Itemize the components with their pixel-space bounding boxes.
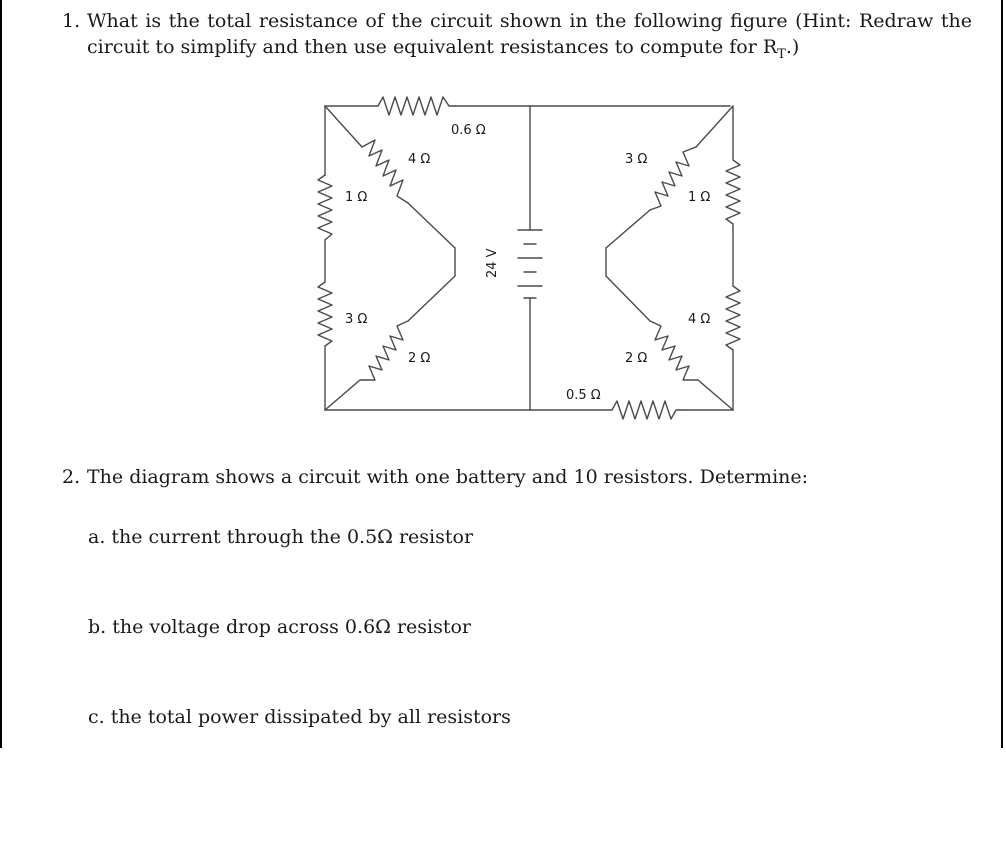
- label-left-2-ohm: 2 Ω: [408, 351, 431, 366]
- question-1: [62, 8, 972, 68]
- resistor-right-2-ohm: [650, 321, 698, 380]
- question-1-subscript: T: [777, 46, 786, 62]
- page-border-left: [0, 0, 2, 748]
- question-2-part-c: [88, 704, 511, 730]
- wire-left-inner-lower: [408, 276, 455, 321]
- wire-left-diag-lower: [325, 380, 360, 410]
- page-border-right: [1001, 0, 1003, 748]
- part-a-text: the current through the 0.5Ω resistor: [111, 526, 474, 548]
- resistor-left-3-ohm: [318, 282, 332, 346]
- wire-left-diag-upper: [325, 106, 362, 147]
- resistor-left-4-ohm: [362, 140, 408, 203]
- label-right-4-ohm: 4 Ω: [688, 312, 711, 327]
- label-0-5-ohm: 0.5 Ω: [566, 388, 601, 403]
- part-b-text: the voltage drop across 0.6Ω resistor: [112, 616, 472, 638]
- part-b-letter: b.: [88, 616, 107, 638]
- question-1-text: [87, 8, 972, 68]
- label-battery-24v: 24 V: [485, 248, 500, 278]
- label-left-1-ohm: 1 Ω: [345, 190, 368, 205]
- question-1-text-main: What is the total resistance of the circuit shown in the following figure (Hint: Redraw the circuit to simplify and then use equivalent resistances to compute for R: [87, 10, 972, 58]
- wire-right-inner-upper: [606, 210, 650, 248]
- wire-right-inner-lower: [606, 276, 650, 321]
- resistor-right-4-ohm: [726, 286, 740, 350]
- question-1-text-end: .): [785, 36, 800, 58]
- part-a-letter: a.: [88, 526, 106, 548]
- wire-left-inner-upper: [408, 203, 455, 248]
- question-2-number: 2.: [62, 466, 81, 488]
- question-2-part-b: [88, 614, 471, 640]
- label-right-1-ohm: 1 Ω: [688, 190, 711, 205]
- resistor-0-6-ohm: [378, 97, 455, 115]
- resistor-0-5-ohm: [612, 401, 680, 419]
- resistor-right-1-ohm: [726, 160, 740, 224]
- label-left-4-ohm: 4 Ω: [408, 152, 431, 167]
- resistor-left-2-ohm: [360, 321, 408, 380]
- question-2: [62, 464, 972, 490]
- label-0-6-ohm: 0.6 Ω: [451, 123, 486, 138]
- label-right-3-ohm: 3 Ω: [625, 152, 648, 167]
- label-right-2-ohm: 2 Ω: [625, 351, 648, 366]
- question-2-part-a: [88, 524, 473, 550]
- label-left-3-ohm: 3 Ω: [345, 312, 368, 327]
- circuit-diagram: [300, 80, 770, 440]
- question-1-number: 1.: [62, 10, 81, 32]
- wire-right-diag-upper: [696, 106, 733, 147]
- wire-right-diag-lower: [698, 380, 733, 410]
- part-c-text: the total power dissipated by all resistors: [110, 706, 511, 728]
- part-c-letter: c.: [88, 706, 105, 728]
- resistor-left-1-ohm: [318, 175, 332, 240]
- question-2-text: The diagram shows a circuit with one battery and 10 resistors. Determine:: [87, 466, 809, 488]
